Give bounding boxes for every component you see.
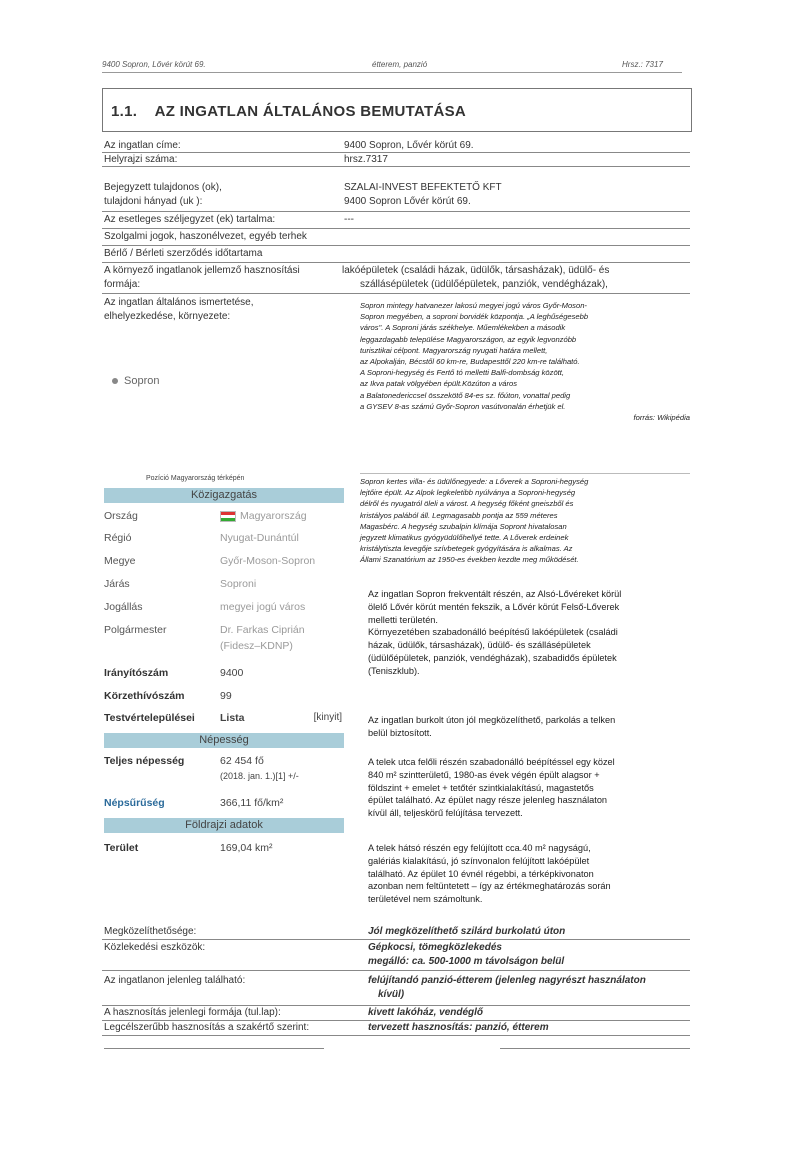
row-hrsz (102, 153, 690, 167)
desc-line: a GYSEV 8-as számú Győr-Sopron vasútvonalán érhetjük el. (360, 401, 566, 411)
paragraph-building (368, 756, 690, 820)
para-line: galériás kialakítású, jó színvonalon felújított lakóépület (368, 855, 590, 866)
section-heading: AZ INGATLAN ÁLTALÁNOS BEMUTATÁSA (154, 103, 467, 120)
current-use-label: A hasznosítás jelenlegi formája (tul.lap): (104, 1007, 281, 1018)
signature-line-left (104, 1048, 324, 1049)
density-value: 366,11 fő/km² (220, 797, 284, 809)
description-block-2 (360, 473, 690, 566)
para-line: földszint + emelet + tetőtér szintkialakítású, magastetős (368, 782, 594, 793)
desc-line: az Alpokalján, Bécstől 60 km-re, Budapesttől 220 km-re található. (360, 357, 580, 367)
owner-value-1: SZALAI-INVEST BEFEKTETŐ KFT (344, 182, 502, 193)
density-key[interactable]: Népsűrűség (104, 797, 165, 809)
desc2-line: lejtőire épült. Az Alpok legkeletibb nyúlványa a Soproni-hegység (360, 488, 576, 498)
desc-line: leggazdagabb települése Magyarországon, az egyik legvonzóbb (360, 334, 577, 344)
region-value[interactable]: Nyugat-Dunántúl (220, 532, 299, 544)
desc-line: a Balatonedericcsel összekötő 84-es sz. főúton, vonattal pedig (360, 390, 571, 400)
owner-value-2: 9400 Sopron Lővér körút 69. (344, 196, 471, 207)
desc2-line: kristálytiszta levegője szívbetegek gyógyítására is alkalmas. Az (360, 544, 573, 554)
infobox-header-population: Népesség (104, 733, 344, 748)
twin-key: Testvértelepülései (104, 712, 195, 724)
desc-source: forrás: Wikipédia (633, 413, 690, 423)
current-value-2: kívül) (378, 989, 405, 1000)
para-line: Az ingatlan Sopron frekventált részén, az Alsó-Lővéreket körül (368, 589, 622, 599)
desc2-line: Magasbérc. A hegység szubalpin klímája Sopront hivatalosan (360, 521, 567, 531)
map-caption: Pozíció Magyarország térképén (146, 475, 245, 482)
paragraph-location (368, 588, 690, 678)
district-key: Járás (104, 578, 130, 590)
margin-label: Az esetleges széljegyzet (ek) tartalma: (104, 214, 276, 225)
row-current (102, 973, 690, 1006)
current-value-1: felújítandó panzió-étterem (jelenleg nagyrészt használaton (368, 975, 646, 986)
access-label: Megközelíthetősége: (104, 926, 197, 937)
district-value[interactable]: Soproni (220, 578, 257, 590)
row-accessibility (102, 925, 690, 940)
row-margin-note (102, 212, 690, 229)
usage-label-1: A környező ingatlanok jellemző hasznosítási (104, 265, 300, 276)
para-line: épület található. Az épület nagy része jelenleg használaton (368, 795, 608, 806)
margin-value: --- (344, 214, 354, 225)
row-usage (102, 263, 690, 294)
hrsz-label: Helyrajzi száma: (104, 154, 178, 165)
desc-line: Sopron mintegy hatvanezer lakosú megyei jogú város Győr-Moson- (360, 301, 587, 310)
best-use-value: tervezett hasznosítás: panzió, étterem (368, 1022, 549, 1033)
para-line: házak, üdülők, társasházak), üdülő- és szállásépületek (368, 640, 591, 651)
row-address (102, 139, 690, 153)
area-code-key: Körzethívószám (104, 690, 185, 702)
area-key: Terület (104, 842, 139, 854)
para-line: Környezetében szabadonálló beépítésű lakóépületek (családi (368, 627, 618, 638)
para-line: Az ingatlan burkolt úton jól megközelíthető, parkolás a telken (368, 715, 616, 725)
usage-value-2: szállásépületek (üdülőépületek, panziók, vendégházak), (360, 279, 608, 290)
twin-value: Lista (220, 712, 245, 724)
section-title-box (102, 88, 692, 132)
para-line: belül biztosított. (368, 727, 432, 738)
location-dot-icon (112, 378, 118, 384)
para-line: található. Az épület 10 évnél régebbi, a térképkivonaton (368, 868, 594, 879)
hungary-flag-icon (220, 511, 236, 522)
para-line: azonban nem feltüntetett – így az értékmeghatározás során (368, 881, 611, 892)
county-key: Megye (104, 555, 136, 567)
region-key: Régió (104, 532, 132, 544)
lease-label: Bérlő / Bérleti szerződés időtartama (104, 248, 263, 259)
transport-value-1: Gépkocsi, tömegközlekedés (368, 942, 502, 953)
desc2-line: jegyzett klimatikus gyógyüdülőhellyé tette. A Lőverek erdeinek (360, 533, 569, 543)
general-label-2: elhelyezkedése, környezete: (104, 311, 231, 322)
usage-value-1: lakóépületek (családi házak, üdülők, társasházak), üdülő- és (342, 265, 610, 276)
row-lease (102, 246, 690, 263)
paragraph-rear-building (368, 842, 690, 906)
para-line: kívül áll, teljeskörű felújítása tervezett. (368, 808, 523, 819)
section-title (111, 103, 466, 120)
map-label: Sopron (124, 375, 160, 387)
desc2-line: Sopron kertes villa- és üdülőnegyede: a Lőverek a Soproni-hegység (360, 477, 589, 486)
current-label: Az ingatlanon jelenleg található: (104, 975, 246, 986)
population-value: 62 454 fő (220, 755, 264, 767)
address-value: 9400 Sopron, Lővér körút 69. (344, 140, 474, 151)
signature-line-right (500, 1048, 690, 1049)
status-value[interactable]: megyei jogú város (220, 601, 306, 613)
country-name: Magyarország (240, 510, 307, 522)
county-value[interactable]: Győr-Moson-Sopron (220, 555, 316, 567)
transport-label: Közlekedési eszközök: (104, 942, 206, 953)
section-number: 1.1. (111, 103, 138, 120)
row-easement (102, 229, 690, 246)
row-best-use (102, 1021, 690, 1036)
para-line: A telek utca felőli részén szabadonálló beépítéssel egy közel (368, 757, 615, 767)
zip-value: 9400 (220, 667, 244, 679)
desc-line: turisztikai célpont. Magyarország nyugati határa mellett, (360, 345, 548, 355)
para-line: területével nem számoltunk. (368, 894, 483, 905)
infobox-header-admin: Közigazgatás (104, 488, 344, 503)
access-value: Jól megközelíthető szilárd burkolatú úton (368, 926, 566, 937)
header-parcel: Hrsz.: 7317 (622, 60, 663, 69)
country-key: Ország (104, 510, 138, 522)
transport-value-2: megálló: ca. 500-1000 m távolságon belül (368, 956, 565, 967)
desc-line: A Soproni-hegység és Fertő tó melletti Balfi-dombság között, (360, 368, 565, 378)
para-line: (üdülőépületek, panziók, vendégházak), szabadidős épületek (368, 652, 617, 663)
para-line: A telek hátsó részén egy felújított cca.40 m² nagyságú, (368, 843, 591, 853)
row-transport (102, 940, 690, 971)
mayor-value[interactable]: Dr. Farkas Ciprián (220, 624, 305, 636)
desc2-line: délről és nyugatról öleli a várost. A hegység főként gneiszből és (360, 499, 574, 509)
desc2-line: kristályos palából áll. Legmagasabb pontja az 559 méteres (360, 510, 558, 520)
row-owner (102, 180, 690, 212)
expand-button[interactable]: [kinyit] (313, 712, 342, 723)
para-line: (Teniszklub). (368, 665, 420, 676)
page-header (102, 60, 682, 73)
current-use-value: kivett lakóház, vendéglő (368, 1007, 484, 1018)
easement-label: Szolgalmi jogok, haszonélvezet, egyéb terhek (104, 231, 307, 242)
country-value[interactable] (220, 510, 307, 522)
best-use-label: Legcélszerűbb hasznosítás a szakértő szerint: (104, 1022, 310, 1033)
general-label-1: Az ingatlan általános ismertetése, (104, 297, 254, 308)
row-current-use (102, 1006, 690, 1021)
desc-line: Sopron megyében, a soproni borvidék központja. „A leghűségesebb (360, 312, 589, 322)
desc2-line: Állami Szanatórium az 1950-es években kezdte meg működését. (360, 555, 579, 565)
desc-line: az Ikva patak völgyében épült.Közúton a város (360, 379, 518, 389)
owner-label-1: Bejegyzett tulajdonos (ok), (104, 182, 222, 193)
mayor-party[interactable]: (Fidesz–KDNP) (220, 640, 293, 652)
population-date: (2018. jan. 1.)[1] +/- (220, 771, 299, 781)
population-key: Teljes népesség (104, 755, 185, 767)
para-line: 840 m² szintterületű, 1980-as évek végén épült alagsor + (368, 769, 600, 780)
usage-label-2: formája: (104, 279, 141, 290)
desc-line: város". A Soproni járás székhelye. Műemlékekben a második (360, 323, 566, 333)
address-label: Az ingatlan címe: (104, 140, 181, 151)
para-line: ölelő Lővér körút mentén fekszik, a Lővér körút Felső-Lőverek (368, 601, 620, 612)
area-code-value: 99 (220, 690, 232, 702)
status-key: Jogállás (104, 601, 143, 613)
area-value: 169,04 km² (220, 842, 273, 854)
paragraph-access (368, 714, 690, 740)
zip-key: Irányítószám (104, 667, 169, 679)
mayor-key: Polgármester (104, 624, 167, 636)
para-line: melletti területén. (368, 614, 438, 625)
infobox-header-geo: Földrajzi adatok (104, 818, 344, 833)
owner-label-2: tulajdoni hányad (uk ): (104, 196, 203, 207)
header-address: 9400 Sopron, Lővér körút 69. (102, 60, 206, 69)
map-marker[interactable] (112, 375, 159, 387)
hrsz-value: hrsz.7317 (344, 154, 388, 165)
header-type: étterem, panzió (372, 60, 428, 69)
description-block (360, 300, 690, 423)
